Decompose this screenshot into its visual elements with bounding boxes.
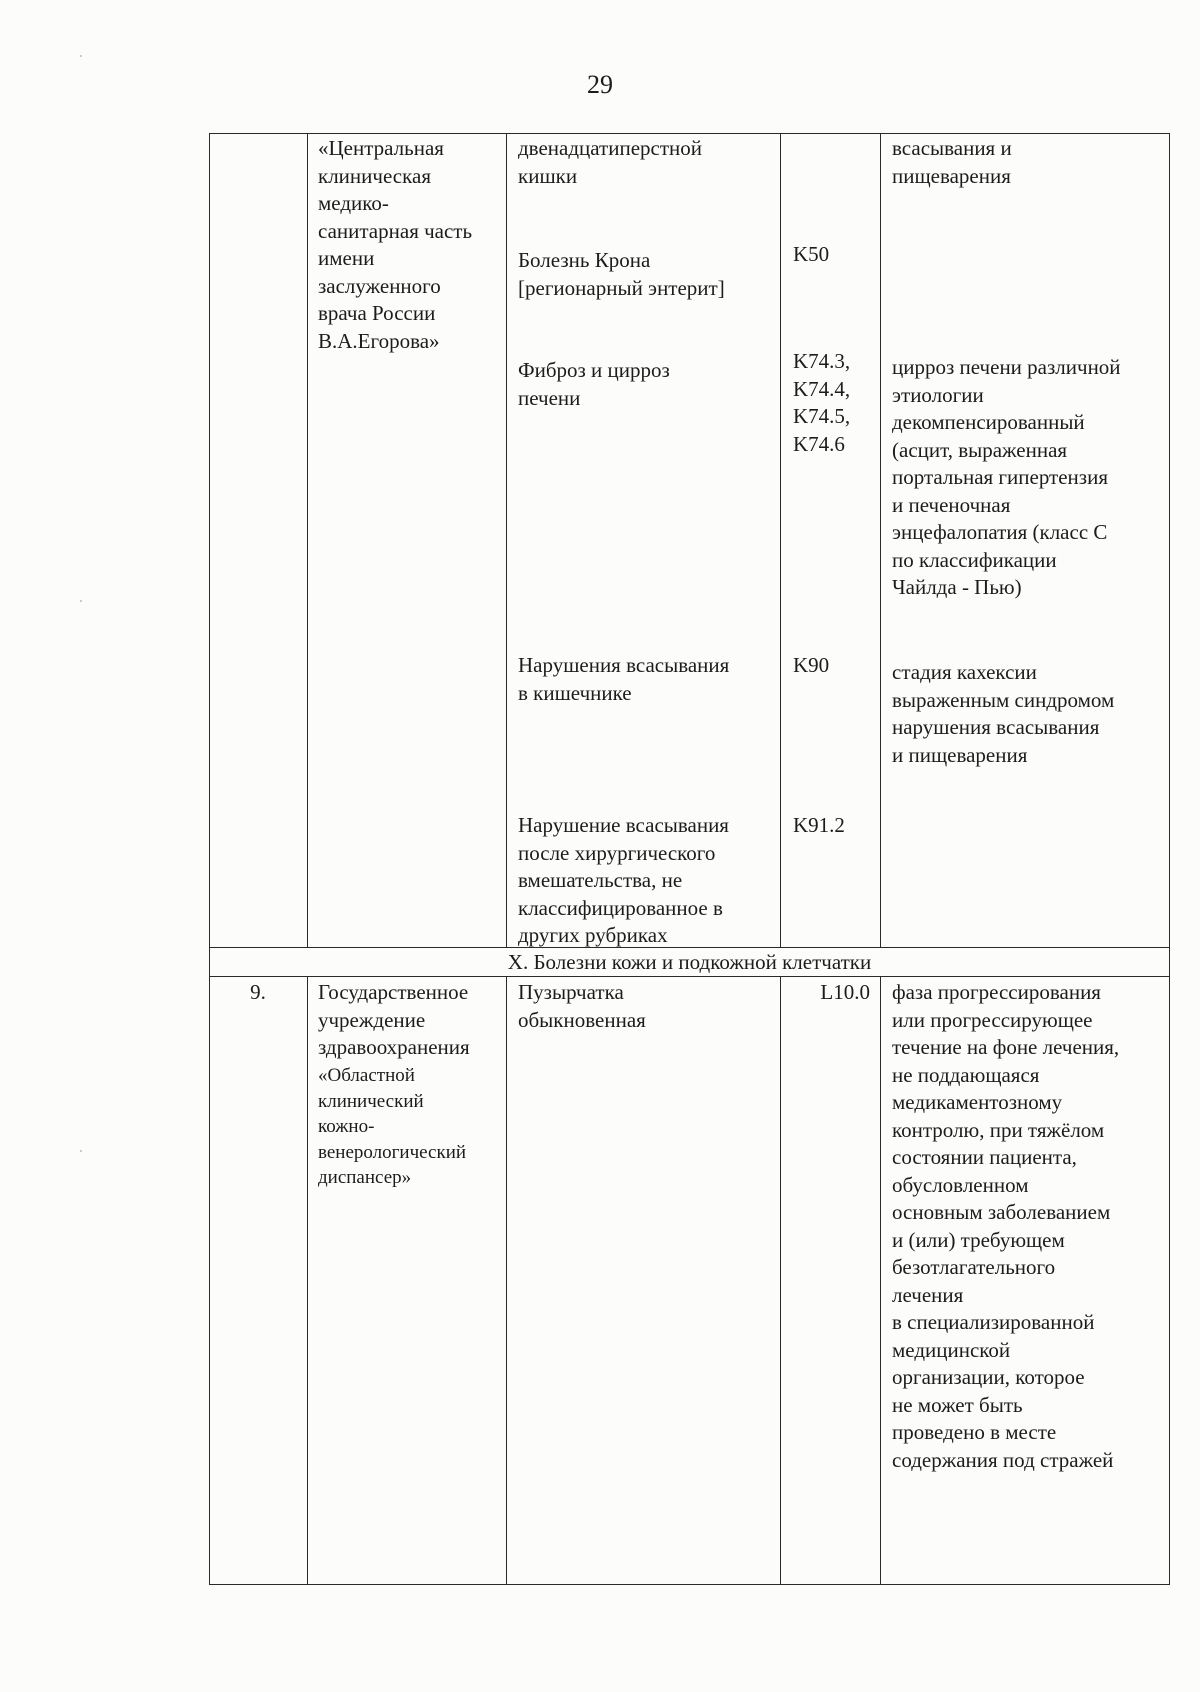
section-title: X. Болезни кожи и подкожной клетчатки: [507, 950, 872, 974]
scan-mark: [80, 55, 82, 57]
col-border-code: [880, 133, 881, 947]
section-bottom-border: [209, 976, 1170, 977]
code-cell: K90: [793, 653, 830, 677]
col-border-num: [307, 976, 308, 1584]
code-cell: K50: [793, 242, 830, 266]
col-border-inst: [506, 976, 507, 1584]
institution-cell: «Центральная клиническая медико- санитарная часть имени заслуженного врача России В.А.Егорова»: [318, 136, 473, 353]
disease-cell: Пузырчатка обыкновенная: [518, 980, 646, 1032]
code-cell: K74.3, K74.4, K74.5, K74.6: [793, 349, 851, 456]
disease-cell: двенадцатиперстной кишки: [518, 136, 703, 188]
scan-mark: [80, 600, 82, 602]
col-border-disease: [780, 133, 781, 947]
disease-cell: Нарушение всасывания после хирургического вмешательства, не классифицированное в других рубриках: [518, 813, 729, 947]
institution-cell: Государственное учреждение здравоохранения: [318, 980, 470, 1059]
disease-cell: Фиброз и цирроз печени: [518, 358, 670, 410]
col-border-left: [209, 133, 210, 1584]
scan-mark: [80, 1150, 82, 1152]
col-border-disease: [780, 976, 781, 1584]
table-bottom-border: [209, 1584, 1170, 1585]
col-border-num: [307, 133, 308, 947]
condition-cell: всасывания и пищеварения: [892, 136, 1012, 188]
col-border-inst: [506, 133, 507, 947]
institution-cell-continued: «Областной клинический кожно- венерологический диспансер»: [318, 1065, 467, 1188]
code-cell: K91.2: [793, 813, 845, 837]
col-border-right: [1169, 133, 1170, 1584]
condition-cell: стадия кахексии выраженным синдромом нарушения всасывания и пищеварения: [892, 660, 1115, 767]
code-cell: L10.0: [820, 980, 870, 1004]
condition-cell: цирроз печени различной этиологии декомпенсированный (асцит, выраженная портальная гипертензия и печеночная энцефалопатия (класс С по классификации Чайлда - Пью): [892, 355, 1121, 599]
row-number: 9.: [250, 980, 266, 1004]
disease-cell: Нарушения всасывания в кишечнике: [518, 653, 730, 705]
disease-cell: Болезнь Крона [регионарный энтерит]: [518, 248, 725, 300]
condition-cell: фаза прогрессирования или прогрессирующее течение на фоне лечения, не поддающаяся медикаментозному контролю, при тяжёлом состоянии пациента, обусловленном основным заболеванием и (или) требующем безотлагательного лечения в специализированной медицинской организации, которое не может быть проведено в месте содержания под стражей: [892, 980, 1120, 1472]
table-top-border: [209, 133, 1170, 134]
col-border-code: [880, 976, 881, 1584]
page-number: 29: [587, 70, 613, 99]
